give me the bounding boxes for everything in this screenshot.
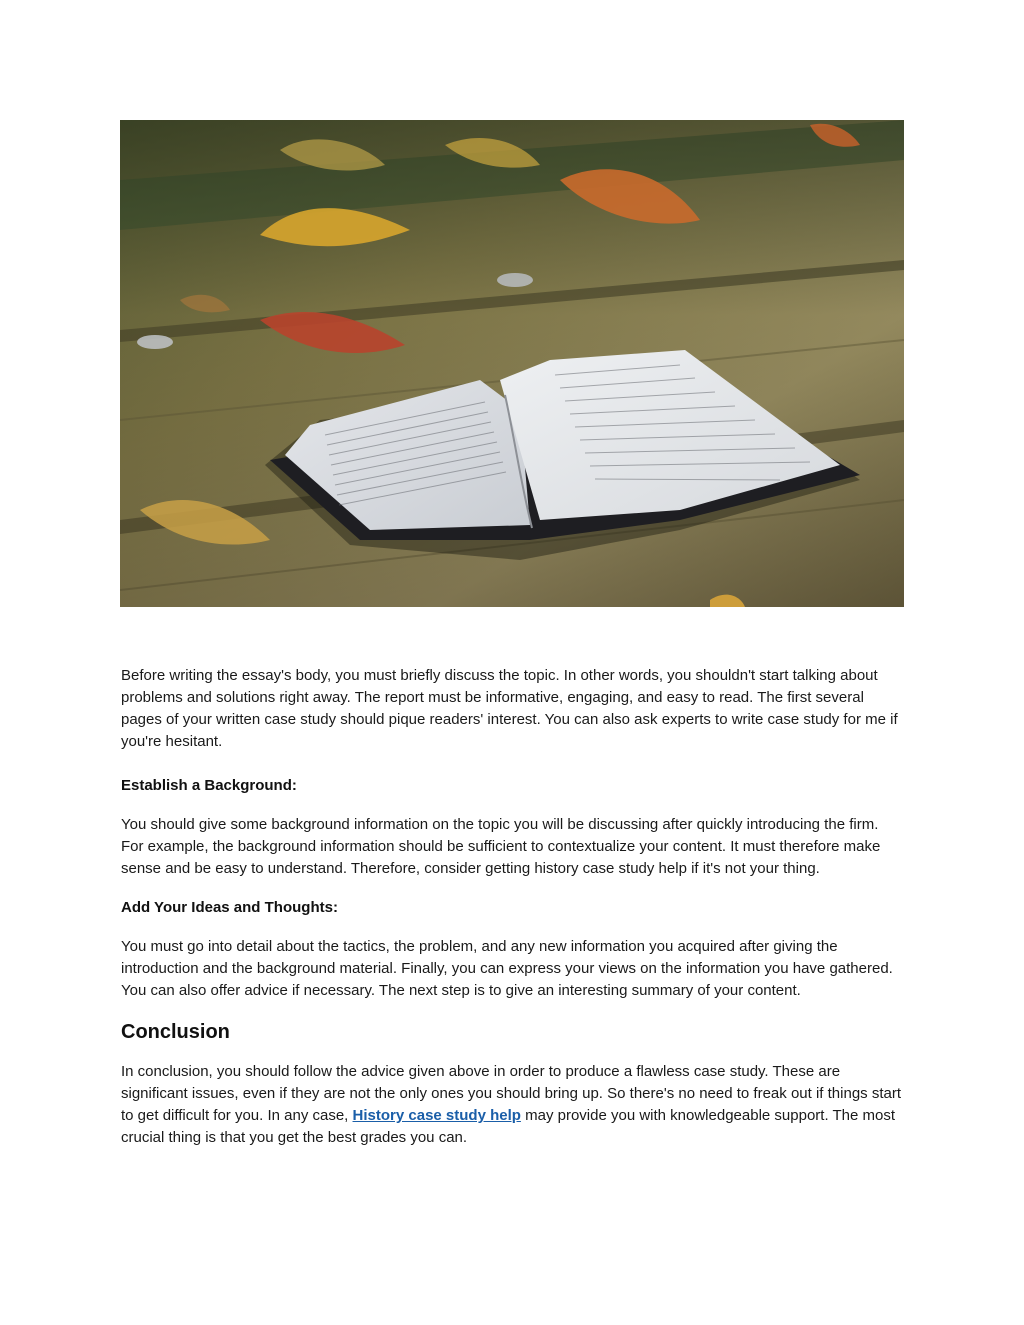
ideas-heading: Add Your Ideas and Thoughts: bbox=[121, 899, 338, 916]
article-body bbox=[121, 665, 905, 1149]
ideas-paragraph: You must go into detail about the tactics, the problem, and any new information you acquired after giving the introduction and the background material. Finally, you can express your views on the information you have gathered. You can also offer advice if necessary. The next step is to give an interesting summary of your content. bbox=[121, 938, 893, 999]
intro-paragraph: Before writing the essay's body, you must briefly discuss the topic. In other words, you shouldn't start talking about problems and solutions right away. The report must be informative, engaging, and easy to read. The first several pages of your written case study should pique readers' interest. You can also ask experts to write case study for me if you're hesitant. bbox=[121, 667, 898, 750]
conclusion-paragraph bbox=[121, 1061, 905, 1149]
background-paragraph: You should give some background information on the topic you will be discussing after quickly introducing the firm. For example, the background information should be sufficient to contextualize your content. It must therefore make sense and be easy to understand. Therefore, consider getting history case study help if it's not your thing. bbox=[121, 816, 881, 877]
background-heading: Establish a Background: bbox=[121, 777, 297, 794]
conclusion-text-before: In conclusion, you should follow the advice given above in order to produce a flawless case study. These are significant issues, even if they are not the only ones you should bring up. So there's no need to freak out if things start to get difficult for you. In any case, bbox=[121, 1063, 901, 1124]
book-photo-icon bbox=[120, 120, 904, 607]
conclusion-heading: Conclusion bbox=[121, 1021, 230, 1043]
book-photo bbox=[120, 120, 904, 607]
conclusion-text-after: may provide you with knowledgeable support. The most crucial thing is that you get the best grades you can. bbox=[121, 1107, 896, 1146]
history-case-study-help-link[interactable]: History case study help bbox=[352, 1107, 521, 1124]
